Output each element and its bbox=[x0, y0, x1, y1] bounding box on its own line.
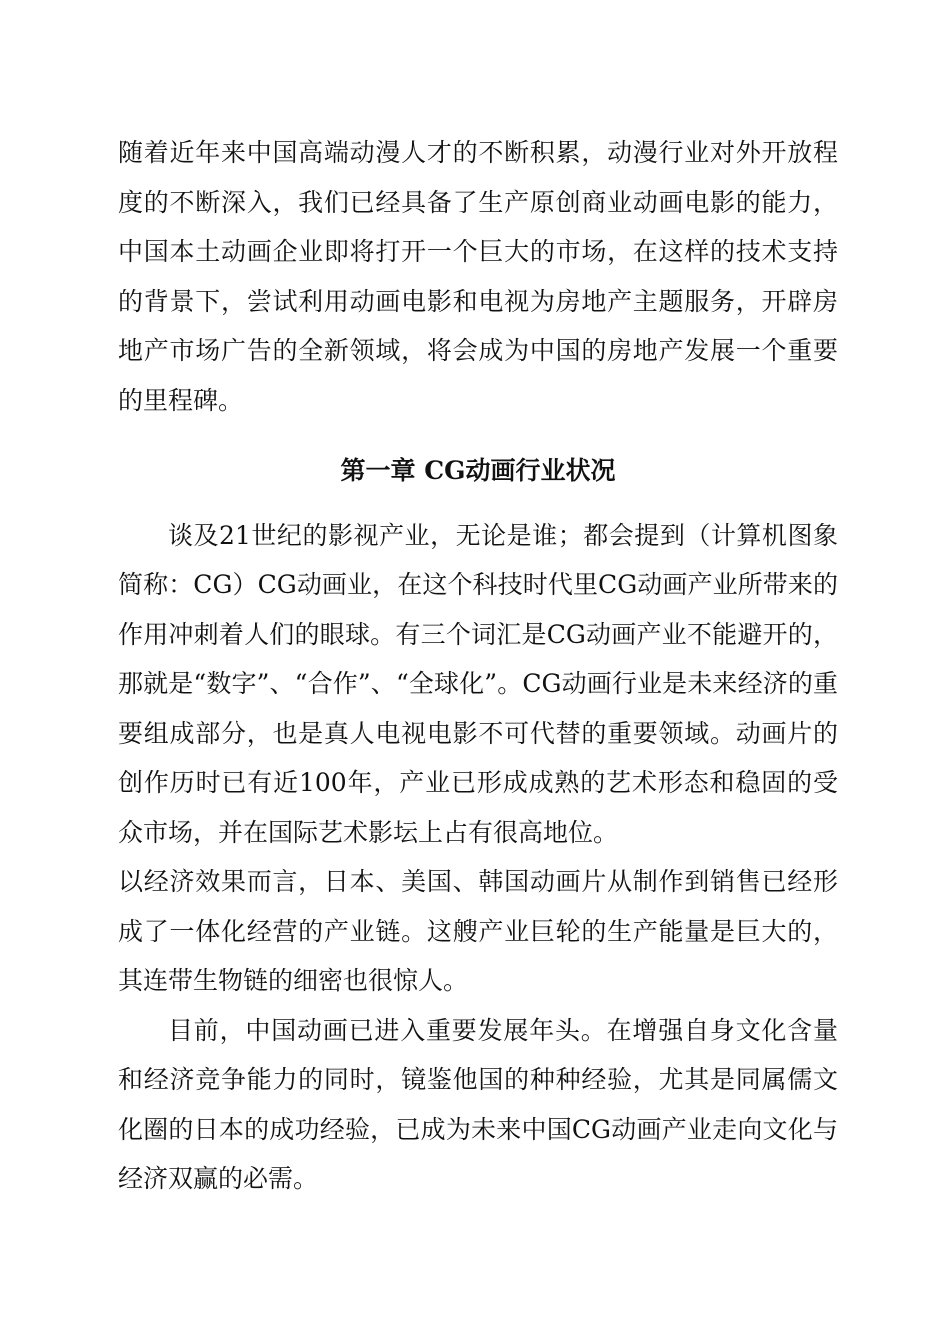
intro-paragraph: 随着近年来中国高端动漫人才的不断积累，动漫行业对外开放程度的不断深入，我们已经具备了生产原创商业动画电影的能力，中国本土动画企业即将打开一个巨大的市场，在这样的技术支持的背景下，尝试利用动画电影和电视为房地产主题服务，开辟房地产市场广告的全新领域，将会成为中国的房地产发展一个重要的里程碑。 bbox=[118, 138, 838, 415]
body-paragraph-3: 目前，中国动画已进入重要发展年头。在增强自身文化含量和经济竞争能力的同时，镜鉴他国的种种经验，尤其是同属儒文化圈的日本的成功经验，已成为未来中国CG动画产业走向文化与经济双赢的必需。 bbox=[118, 1015, 838, 1193]
body-paragraph-1: 谈及21世纪的影视产业，无论是谁；都会提到（计算机图象简称：CG）CG动画业，在这个科技时代里CG动画产业所带来的作用冲刺着人们的眼球。有三个词汇是CG动画产业不能避开的，那就是“数字”、“合作”、“全球化”。CG动画行业是未来经济的重要组成部分，也是真人电视电影不可代替的重要领域。动画片的创作历时已有近100年，产业已形成成熟的艺术形态和稳固的受众市场，并在国际艺术影坛上占有很高地位。 bbox=[118, 520, 838, 847]
chapter-heading: 第一章 CG动画行业状况 bbox=[340, 456, 616, 485]
document-page bbox=[118, 128, 838, 1204]
body-paragraph-2: 以经济效果而言，日本、美国、韩国动画片从制作到销售已经形成了一体化经营的产业链。这艘产业巨轮的生产能量是巨大的，其连带生物链的细密也很惊人。 bbox=[118, 867, 838, 995]
